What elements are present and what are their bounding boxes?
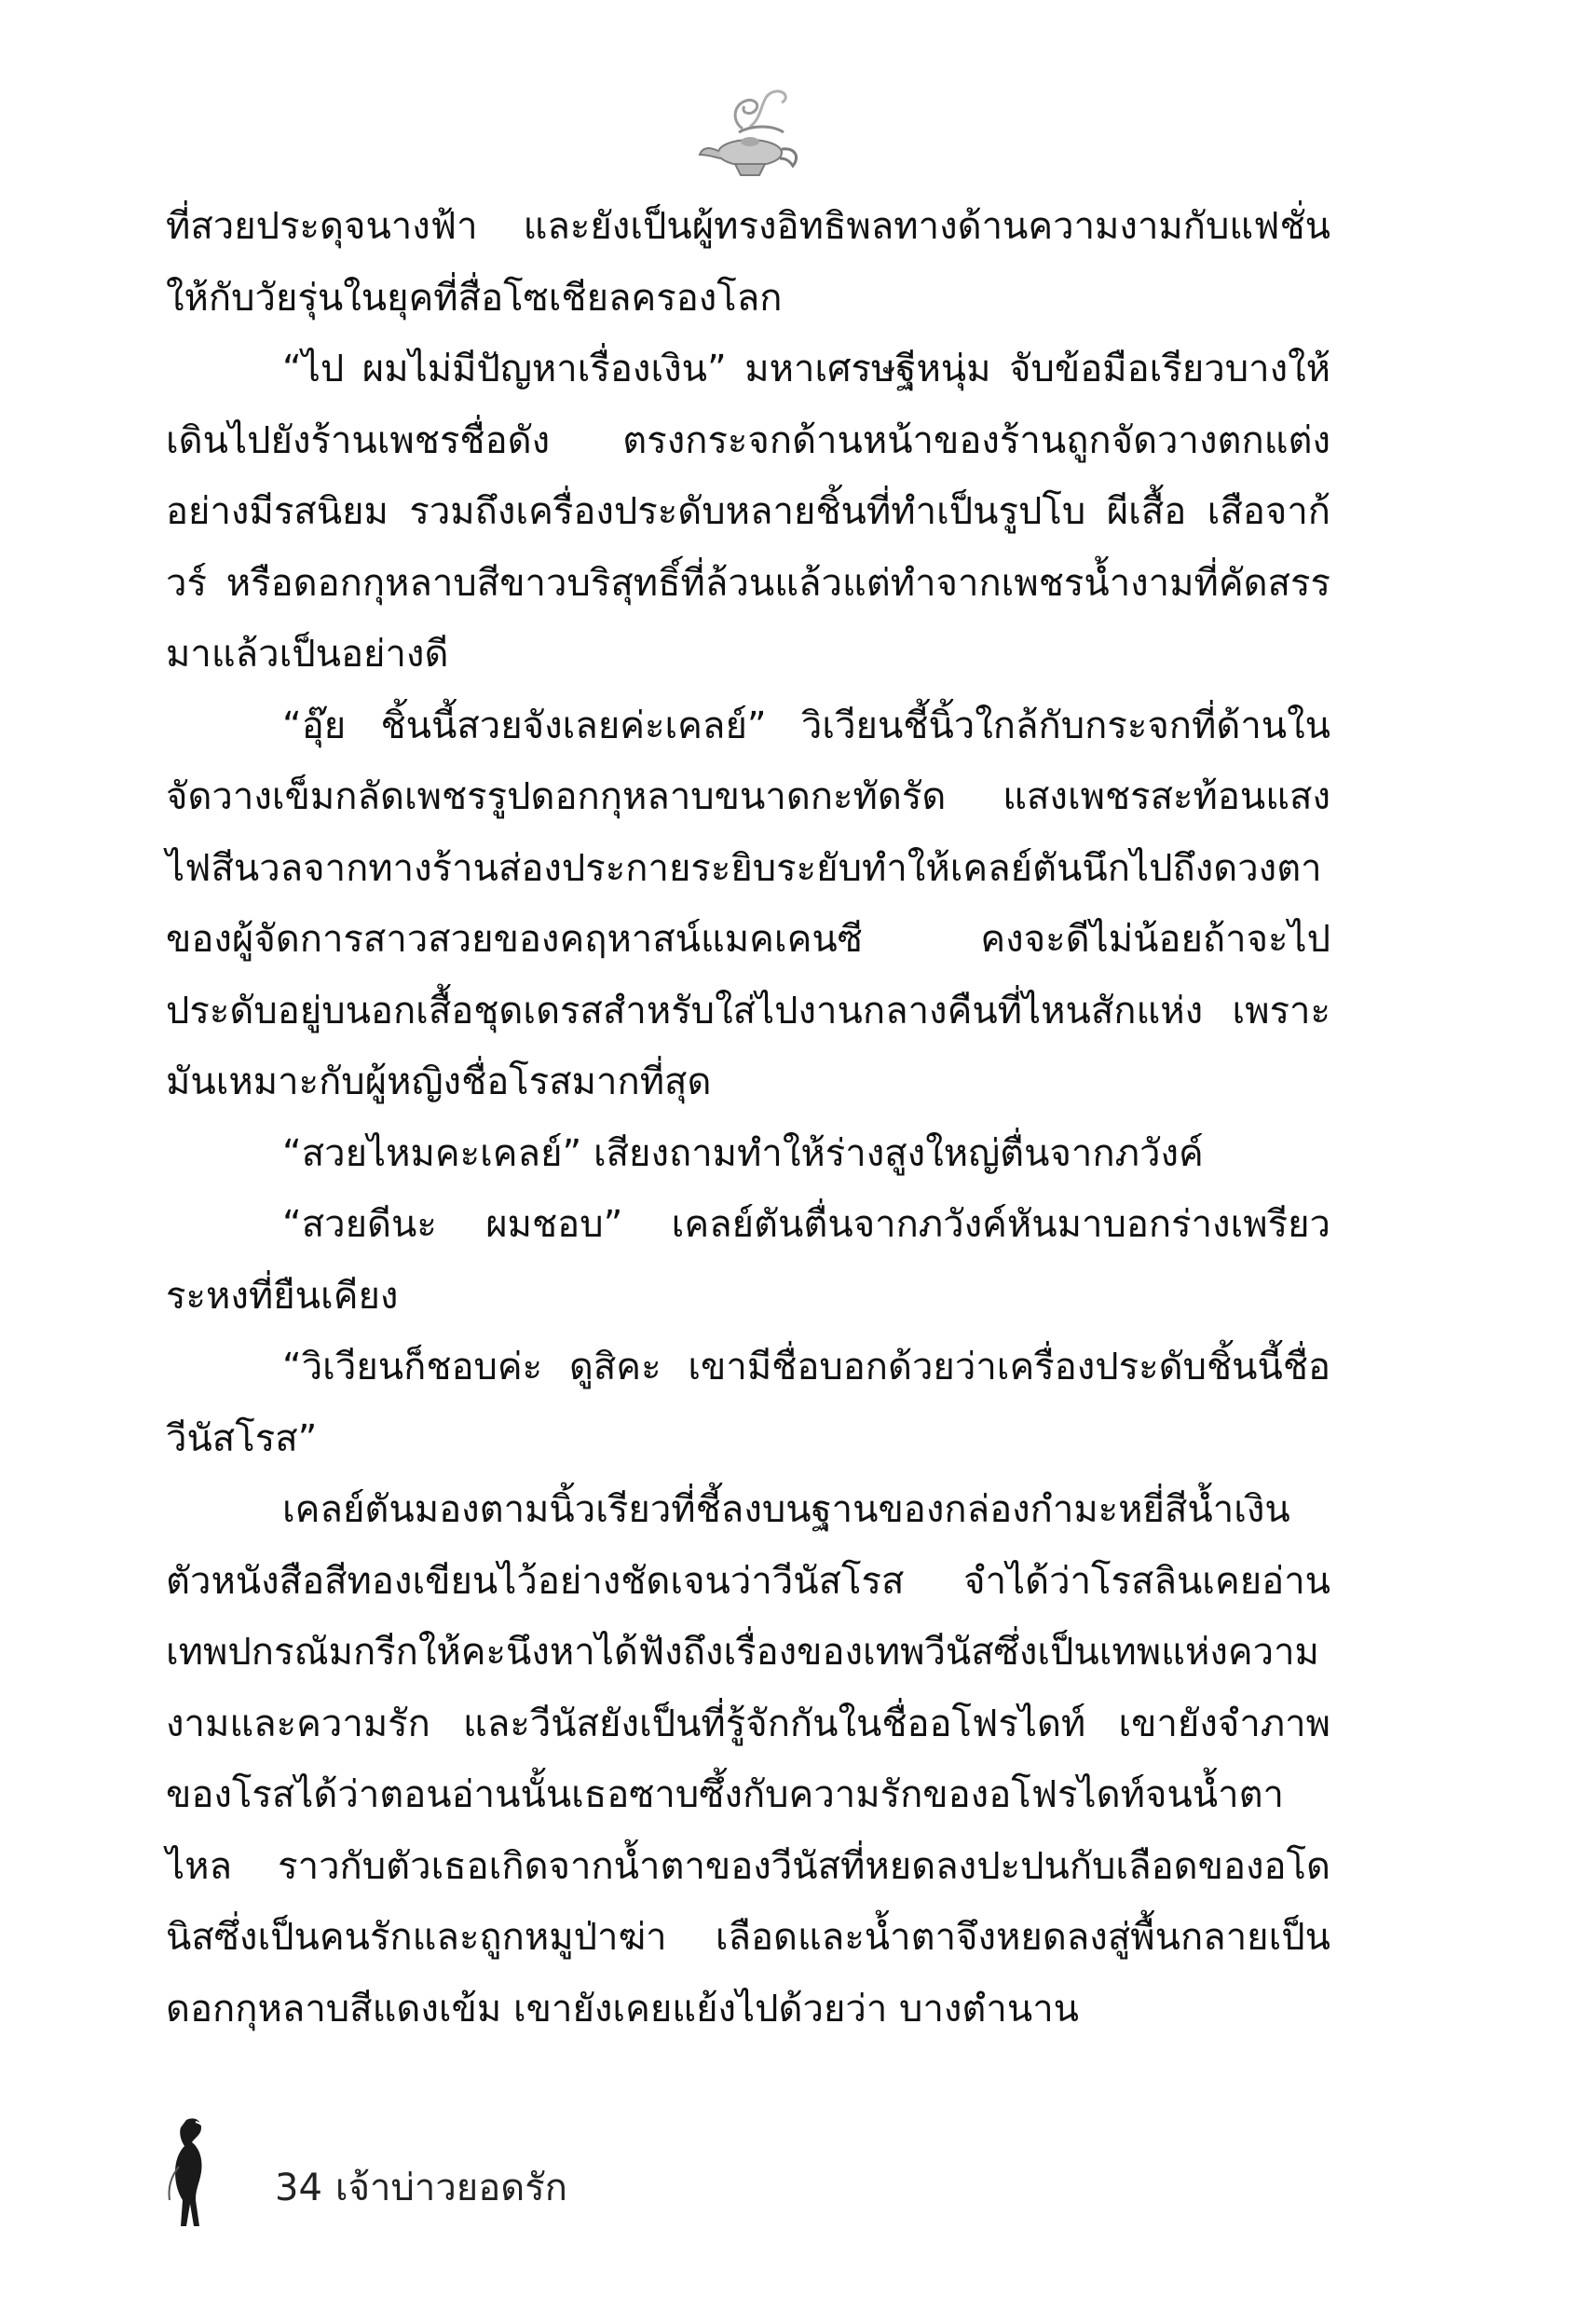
paragraph: “สวยดีนะ ผมชอบ” เคลย์ตันตื่นจากภวังค์หันมาบอกร่างเพรียวระหงที่ยืนเคียง [166,1203,1330,1318]
horse-icon [158,2111,216,2232]
genie-lamp-icon [694,84,806,186]
paragraph: “ไป ผมไม่มีปัญหาเรื่องเงิน” มหาเศรษฐีหนุ่ม จับข้อมือเรียวบางให้เดินไปยังร้านเพชรชื่อดัง ตรงกระจกด้านหน้าของร้านถูกจัดวางตกแต่งอย่างมีรสนิยม รวมถึงเครื่องประดับหลายชิ้นที่ทำเป็นรูปโบ ผีเสื้อ เสือจาก้วร์ หรือดอกกุหลาบสีขาวบริสุทธิ์ที่ล้วนแล้วแต่ทำจากเพชรน้ำงามที่คัดสรรมาแล้วเป็นอย่างดี [166,348,1330,676]
footer-text [275,2165,580,2211]
paragraph: เคลย์ตันมองตามนิ้วเรียวที่ชี้ลงบนฐานของกล่องกำมะหยี่สีน้ำเงินตัวหนังสือสีทองเขียนไว้อย่างชัดเจนว่าวีนัสโรส จำได้ว่าโรสลินเคยอ่านเทพปกรณัมกรีกให้คะนึงหาได้ฟังถึงเรื่องของเทพวีนัสซึ่งเป็นเทพแห่งความงามและความรัก และวีนัสยังเป็นที่รู้จักกันในชื่ออโฟรไดท์ เขายังจำภาพของโรสได้ว่าตอนอ่านนั้นเธอซาบซึ้งกับความรักของอโฟรไดท์จนน้ำตาไหล ราวกับตัวเธอเกิดจากน้ำตาของวีนัสที่หยดลงปะปนกับเลือดของอโดนิสซึ่งเป็นคนรักและถูกหมูป่าฆ่า เลือดและน้ำตาจึงหยดลงสู่พื้นกลายเป็นดอกกุหลาบสีแดงเข้ม เขายังเคยแย้งไปด้วยว่า บางตำนาน [166,1488,1330,2031]
paragraph: ที่สวยประดุจนางฟ้า และยังเป็นผู้ทรงอิทธิพลทางด้านความงามกับแฟชั่นให้กับวัยรุ่นในยุคที่สื่อโซเชียลครองโลก [166,205,1330,320]
paragraph: “อุ๊ย ชิ้นนี้สวยจังเลยค่ะเคลย์” วิเวียนชี้นิ้วใกล้กับกระจกที่ด้านในจัดวางเข็มกลัดเพชรรูปดอกกุหลาบขนาดกะทัดรัด แสงเพชรสะท้อนแสงไฟสีนวลจากทางร้านส่องประกายระยิบระยับทำให้เคลย์ตันนึกไปถึงดวงตาของผู้จัดการสาวสวยของคฤหาสน์แมคเคนซี คงจะดีไม่น้อยถ้าจะไปประดับอยู่บนอกเสื้อชุดเดรสสำหรับใส่ไปงานกลางคืนที่ไหนสักแห่ง เพราะมันเหมาะกับผู้หญิงชื่อโรสมากที่สุด [166,704,1330,1103]
chapter-body [166,191,1330,2044]
page-footer [158,2111,811,2241]
book-title: เจ้าบ่าวยอดรัก [334,2167,567,2209]
page-number: 34 [275,2167,322,2209]
paragraph: “สวยไหมคะเคลย์” เสียงถามทำให้ร่างสูงใหญ่ตื่นจากภวังค์ [282,1131,1204,1175]
paragraph: “วิเวียนก็ชอบค่ะ ดูสิคะ เขามีชื่อบอกด้วยว่าเครื่องประดับชิ้นนี้ชื่อวีนัสโรส” [166,1346,1330,1460]
